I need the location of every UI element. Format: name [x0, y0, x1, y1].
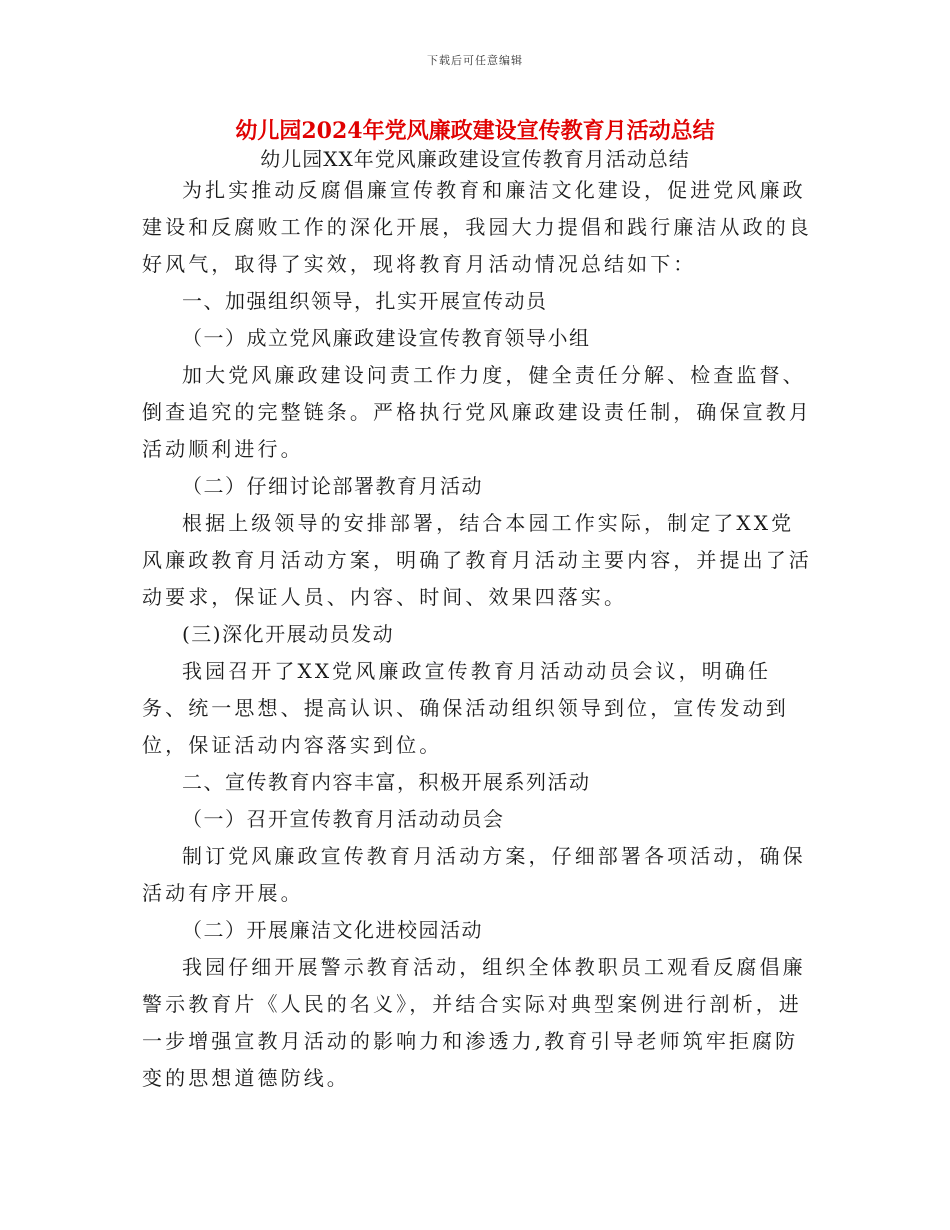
section-heading: 二、宣传教育内容丰富，积极开展系列活动 — [182, 770, 591, 794]
subsection-heading: (三)深化开展动员发动 — [182, 622, 395, 646]
body-paragraph: 我园仔细开展警示教育活动，组织全体教职员工观看反腐倡廉警示教育片《人民的名义》，并结合实际对典型案例进行剖析，进一步增强宣教月活动的影响力和渗透力,教育引导老师筑牢拒腐防变的思想道德防线。 — [142, 955, 806, 1090]
document-title: 幼儿园2024年党风廉政建设宣传教育月活动总结 — [235, 118, 715, 144]
header-note: 下载后可任意编辑 — [427, 54, 523, 67]
body-paragraph: 根据上级领导的安排部署，结合本园工作实际，制定了XX党风廉政教育月活动方案，明确了教育月活动主要内容，并提出了活动要求，保证人员、内容、时间、效果四落实。 — [142, 511, 812, 609]
subsection-heading: （一）召开宣传教育月活动动员会 — [182, 807, 505, 831]
subsection-heading: （二）仔细讨论部署教育月活动 — [182, 474, 483, 498]
subsection-heading: （二）开展廉洁文化进校园活动 — [182, 918, 483, 942]
document-body — [142, 172, 814, 1097]
body-paragraph: 加大党风廉政建设问责工作力度，健全责任分解、检查监督、倒查追究的完整链条。严格执行党风廉政建设责任制，确保宣教月活动顺利进行。 — [142, 363, 812, 461]
intro-paragraph: 为扎实推动反腐倡廉宣传教育和廉洁文化建设，促进党风廉政建设和反腐败工作的深化开展，我园大力提倡和践行廉洁从政的良好风气，取得了实效，现将教育月活动情况总结如下： — [142, 178, 812, 276]
document-subtitle: 幼儿园XX年党风廉政建设宣传教育月活动总结 — [260, 147, 690, 171]
body-paragraph: 我园召开了XX党风廉政宣传教育月活动动员会议，明确任务、统一思想、提高认识、确保活动组织领导到位，宣传发动到位，保证活动内容落实到位。 — [142, 659, 789, 757]
subsection-heading: （一）成立党风廉政建设宣传教育领导小组 — [182, 326, 591, 350]
body-paragraph: 制订党风廉政宣传教育月活动方案，仔细部署各项活动，确保活动有序开展。 — [142, 844, 806, 905]
section-heading: 一、加强组织领导，扎实开展宣传动员 — [182, 289, 548, 313]
